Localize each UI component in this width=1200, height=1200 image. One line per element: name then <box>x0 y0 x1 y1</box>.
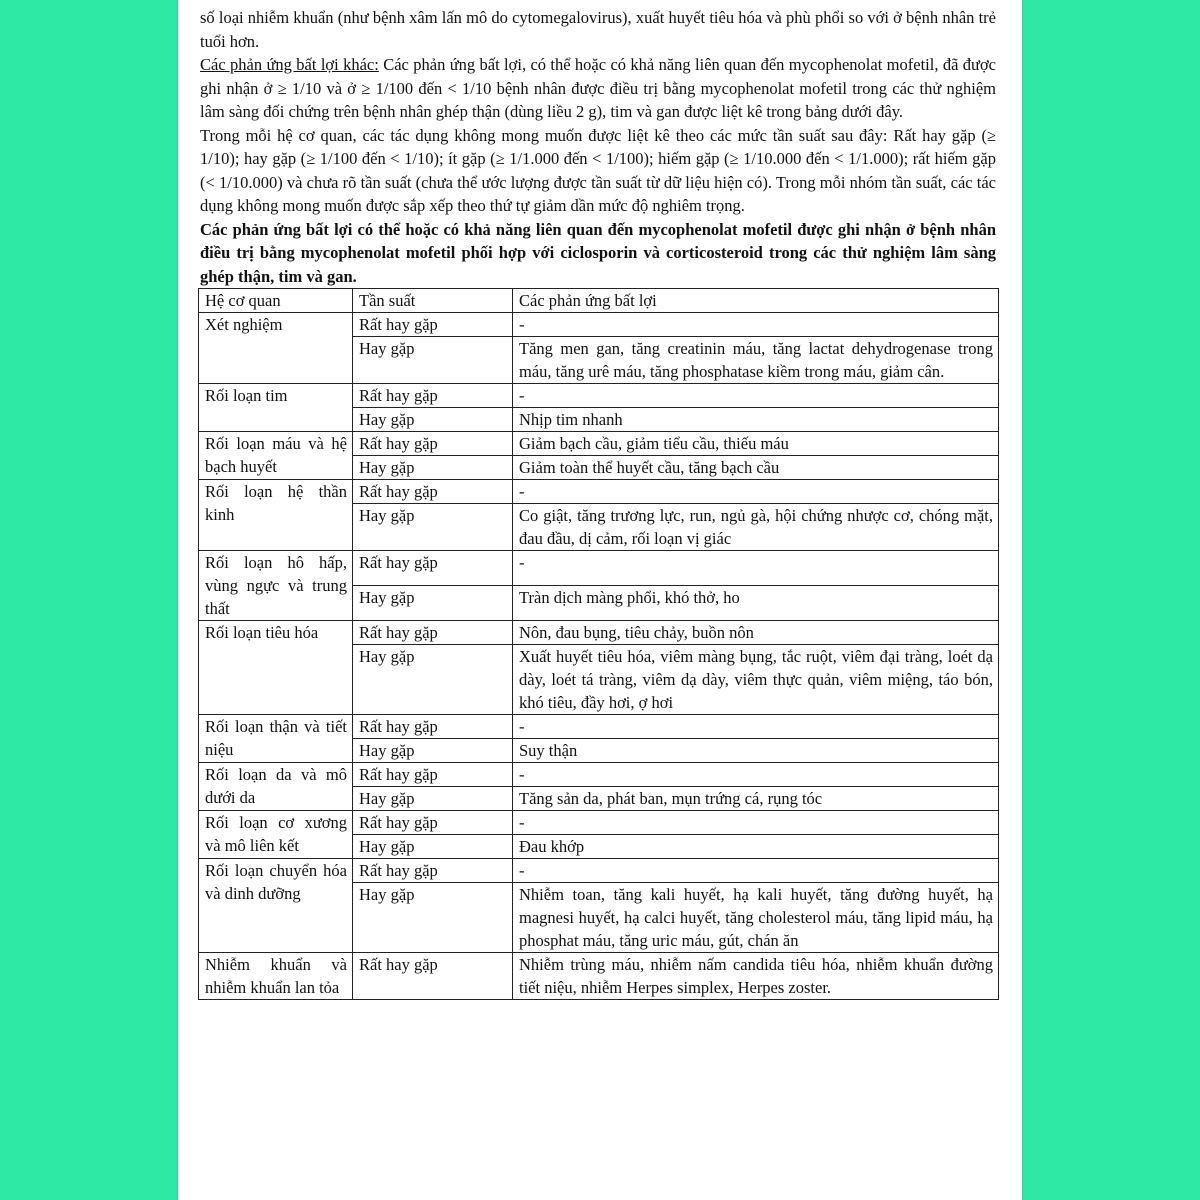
adverse-reaction-cell: Nhiễm toan, tăng kali huyết, hạ kali huyết, tăng đường huyết, hạ magnesi huyết, hạ calci huyết, tăng cholesterol máu, tăng lipid máu, hạ phosphat máu, tăng uric máu, gút, chán ăn <box>513 883 999 953</box>
frequency-cell: Hay gặp <box>353 337 513 384</box>
frequency-cell: Rất hay gặp <box>353 432 513 456</box>
organ-system-cell: Nhiễm khuẩn và nhiễm khuẩn lan tỏa <box>199 953 353 1000</box>
adverse-reaction-cell: - <box>513 859 999 883</box>
adverse-reaction-cell: Nhiễm trùng máu, nhiễm nấm candida tiêu hóa, nhiễm khuẩn đường tiết niệu, nhiễm Herpes simplex, Herpes zoster. <box>513 953 999 1000</box>
header-organ-system: Hệ cơ quan <box>199 289 353 313</box>
adverse-reaction-cell: - <box>513 313 999 337</box>
adverse-reaction-cell: Tăng sản da, phát ban, mụn trứng cá, rụng tóc <box>513 787 999 811</box>
frequency-cell: Hay gặp <box>353 456 513 480</box>
organ-system-cell: Rối loạn da và mô dưới da <box>199 763 353 811</box>
table-header-row <box>199 289 999 313</box>
adverse-reaction-cell: Tăng men gan, tăng creatinin máu, tăng lactat dehydrogenase trong máu, tăng urê máu, tăng phosphatase kiềm trong máu, giảm cân. <box>513 337 999 384</box>
adverse-reaction-cell: - <box>513 551 999 586</box>
table-row <box>199 480 999 504</box>
section-label: Các phản ứng bất lợi khác: <box>200 55 379 74</box>
frequency-cell: Rất hay gặp <box>353 715 513 739</box>
organ-system-cell: Rối loạn hô hấp, vùng ngực và trung thất <box>199 551 353 621</box>
adverse-reactions-table <box>198 288 999 1000</box>
organ-system-cell: Rối loạn thận và tiết niệu <box>199 715 353 763</box>
organ-system-cell: Rối loạn chuyển hóa và dinh dưỡng <box>199 859 353 953</box>
organ-system-cell: Rối loạn tim <box>199 384 353 432</box>
frequency-cell: Rất hay gặp <box>353 763 513 787</box>
document-page <box>178 0 1022 1200</box>
table-row <box>199 859 999 883</box>
frequency-cell: Hay gặp <box>353 835 513 859</box>
frequency-cell: Hay gặp <box>353 739 513 763</box>
table-row <box>199 811 999 835</box>
adverse-reaction-cell: Giảm toàn thể huyết cầu, tăng bạch cầu <box>513 456 999 480</box>
adverse-reaction-cell: Nôn, đau bụng, tiêu chảy, buồn nôn <box>513 621 999 645</box>
frequency-cell: Rất hay gặp <box>353 859 513 883</box>
organ-system-cell: Rối loạn cơ xương và mô liên kết <box>199 811 353 859</box>
adverse-reaction-cell: Co giật, tăng trương lực, run, ngủ gà, hội chứng nhược cơ, chóng mặt, đau đầu, dị cảm, rối loạn vị giác <box>513 504 999 551</box>
organ-system-cell: Rối loạn hệ thần kinh <box>199 480 353 551</box>
organ-system-cell: Rối loạn tiêu hóa <box>199 621 353 715</box>
adverse-reaction-cell: - <box>513 480 999 504</box>
paragraph-frequency-definitions: Trong mỗi hệ cơ quan, các tác dụng không mong muốn được liệt kê theo các mức tần suất sau đây: Rất hay gặp (≥ 1/10); hay gặp (≥ 1/100 đến < 1/10); ít gặp (≥ 1/1.000 đến < 1/100); hiếm gặp (≥ 1/10.000 đến < 1/1.000); rất hiếm gặp (< 1/10.000) và chưa rõ tần suất (chưa thể ước lượng được tần suất từ dữ liệu hiện có). Trong mỗi nhóm tần suất, các tác dụng không mong muốn được sắp xếp theo thứ tự giảm dần mức độ nghiêm trọng. <box>200 125 996 215</box>
frequency-cell: Rất hay gặp <box>353 811 513 835</box>
paragraph-continuation: số loại nhiễm khuẩn (như bệnh xâm lấn mô do cytomegalovirus), xuất huyết tiêu hóa và phù phổi so với ở bệnh nhân trẻ tuổi hơn. <box>200 8 996 51</box>
adverse-reaction-cell: Giảm bạch cầu, giảm tiểu cầu, thiếu máu <box>513 432 999 456</box>
frequency-cell: Hay gặp <box>353 504 513 551</box>
adverse-reaction-cell: - <box>513 384 999 408</box>
header-frequency: Tần suất <box>353 289 513 313</box>
table-row <box>199 313 999 337</box>
adverse-reaction-cell: Nhịp tim nhanh <box>513 408 999 432</box>
table-row <box>199 621 999 645</box>
table-row <box>199 551 999 586</box>
frequency-cell: Hay gặp <box>353 586 513 621</box>
adverse-reaction-cell: Xuất huyết tiêu hóa, viêm màng bụng, tắc ruột, viêm đại tràng, loét dạ dày, loét tá tràng, viêm dạ dày, viêm thực quản, viêm miệng, táo bón, khó tiêu, đầy hơi, ợ hơi <box>513 645 999 715</box>
frequency-cell: Hay gặp <box>353 645 513 715</box>
adverse-reaction-cell: - <box>513 811 999 835</box>
frequency-cell: Rất hay gặp <box>353 313 513 337</box>
frequency-cell: Rất hay gặp <box>353 384 513 408</box>
adverse-reaction-cell: - <box>513 715 999 739</box>
frequency-cell: Rất hay gặp <box>353 480 513 504</box>
adverse-reaction-cell: - <box>513 763 999 787</box>
table-row <box>199 384 999 408</box>
table-row <box>199 715 999 739</box>
adverse-reaction-cell: Tràn dịch màng phổi, khó thở, ho <box>513 586 999 621</box>
adverse-reaction-cell: Đau khớp <box>513 835 999 859</box>
frequency-cell: Hay gặp <box>353 787 513 811</box>
adverse-reaction-cell: Suy thận <box>513 739 999 763</box>
paragraph-text: Các phản ứng bất lợi, có thể hoặc có khả năng liên quan đến mycophenolat mofetil, đã được ghi nhận ở ≥ 1/10 và ở ≥ 1/100 đến < 1/10 bệnh nhân được điều trị bằng mycophenolat mofetil trong các thử nghiệm lâm sàng đối chứng trên bệnh nhân ghép thận (dùng liều 2 g), tim và gan được liệt kê trong bảng dưới đây. <box>200 55 997 121</box>
table-row <box>199 432 999 456</box>
frequency-cell: Hay gặp <box>353 883 513 953</box>
frequency-cell: Rất hay gặp <box>353 621 513 645</box>
table-row <box>199 953 999 1000</box>
organ-system-cell: Rối loạn máu và hệ bạch huyết <box>199 432 353 480</box>
frequency-cell: Rất hay gặp <box>353 551 513 586</box>
document-content <box>200 6 996 1000</box>
table-heading: Các phản ứng bất lợi có thể hoặc có khả năng liên quan đến mycophenolat mofetil được ghi nhận ở bệnh nhân điều trị bằng mycophenolat mofetil phối hợp với ciclosporin và corticosteroid trong các thử nghiệm lâm sàng ghép thận, tim và gan. <box>200 219 996 286</box>
organ-system-cell: Xét nghiệm <box>199 313 353 384</box>
table-row <box>199 763 999 787</box>
table-body <box>199 313 999 1000</box>
frequency-cell: Rất hay gặp <box>353 953 513 1000</box>
header-adverse-reactions: Các phản ứng bất lợi <box>513 289 999 313</box>
paragraph-other-adverse-reactions <box>200 53 996 124</box>
frequency-cell: Hay gặp <box>353 408 513 432</box>
